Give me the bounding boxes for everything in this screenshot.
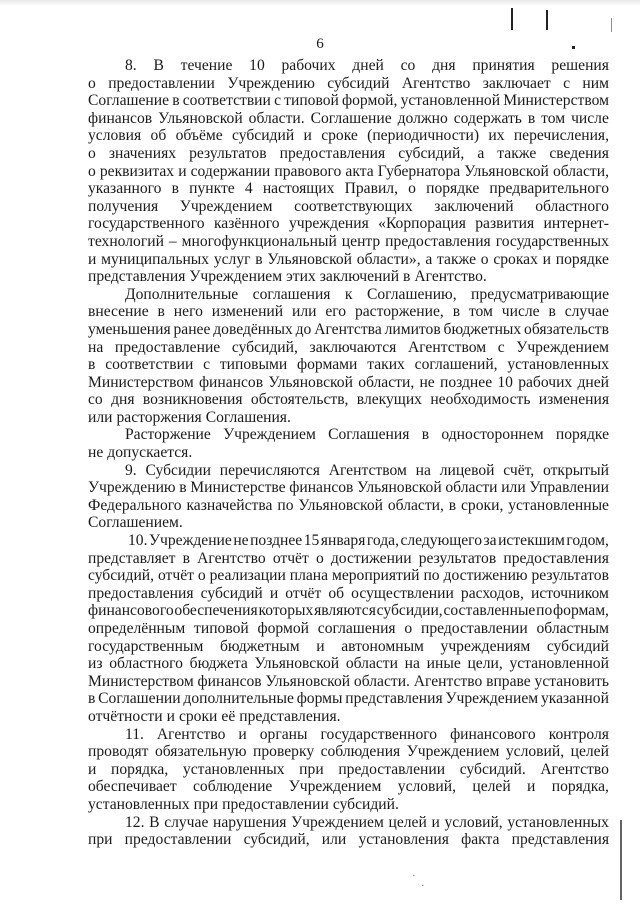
scan-mark [511, 8, 513, 30]
scan-speck: · [421, 880, 425, 892]
text-line: указанного в пункте 4 настоящих Правил, о порядке предварительного [88, 180, 609, 198]
text-line: представления Учреждением этих заключений в Агентство. [88, 268, 487, 286]
text-line: Министерством финансов Ульяновской области, не позднее 10 рабочих дней [88, 373, 609, 391]
text-line: условия об объёме субсидий и сроке (периодичности) их перечисления, [88, 127, 609, 145]
text-line: внесение в него изменений или его расторжение, в том числе в случае [88, 303, 609, 321]
text-line: и муниципальных услуг в Ульяновской области», а также о сроках и порядке [88, 250, 609, 268]
document-body [88, 57, 609, 849]
paragraph [88, 814, 609, 849]
text-line: на предоставление субсидий, заключаются Агентством с Учреждением [88, 338, 609, 356]
text-line: представляет в Агентство отчёт о достижении результатов предоставления [88, 549, 609, 567]
text-line: обеспечивает соблюдение Учреждением условий, целей и порядка, [88, 778, 609, 796]
text-line: о реквизитах и содержании правового акта Губернатора Ульяновской области, [88, 162, 609, 180]
text-line: 10. Учреждение не позднее 15 января года, следующего за истекшим годом, [128, 532, 609, 550]
text-line: установленных при предоставлении субсидий. [88, 795, 399, 813]
text-line: 9. Субсидии перечисляются Агентством на лицевой счёт, открытый [125, 461, 609, 479]
scan-speck: · [412, 870, 416, 882]
paragraph [88, 286, 609, 427]
text-line: в Соглашении дополнительные формы представления Учреждением указанной [88, 690, 609, 708]
text-line: 8. В течение 10 рабочих дней со дня принятия решения [125, 57, 609, 74]
text-line: 12. В случае нарушения Учреждением целей и условий, установленных [125, 813, 609, 831]
text-line: финансового обеспечения которых являются субсидии, составленные по формам, [88, 602, 609, 620]
text-line: Дополнительные соглашения к Соглашению, предусматривающие [125, 285, 609, 303]
scan-mark [620, 820, 622, 900]
text-line: проводят обязательную проверку соблюдения Учреждением условий, целей [88, 743, 609, 761]
paragraph [88, 426, 609, 461]
text-line: о значениях результатов предоставления субсидий, а также сведения [88, 144, 609, 162]
text-line: отчётности и сроки её представления. [88, 707, 341, 725]
text-line: из областного бюджета Ульяновской области на иные цели, установленной [88, 655, 609, 673]
text-line: Соглашением. [88, 514, 183, 532]
text-line: субсидий, отчёт о реализации плана мероприятий по достижению результатов [88, 567, 609, 585]
text-line: и порядка, установленных при предоставлении субсидий. Агентство [88, 760, 609, 778]
text-line: государственным бюджетным и автономным учреждениям субсидий [88, 637, 609, 655]
text-line: Расторжение Учреждением Соглашения в одностороннем порядке [125, 426, 609, 444]
text-line: государственного казённого учреждения «Корпорация развития интернет- [88, 215, 609, 233]
paragraph [88, 462, 609, 532]
text-line: Министерством финансов Ульяновской области. Агентство вправе установить [88, 672, 609, 690]
text-line: о предоставлении Учреждению субсидий Агентство заключает с ним [88, 74, 609, 92]
text-line: в соответствии с типовыми формами таких соглашений, установленных [88, 356, 609, 374]
text-line: предоставления субсидий и отчёт об осуществлении расходов, источником [88, 584, 609, 602]
text-line: Учреждению в Министерстве финансов Ульяновской области или Управлении [88, 479, 609, 497]
text-line: технологий – многофункциональный центр предоставления государственных [88, 232, 609, 250]
page-number: 6 [316, 36, 324, 52]
text-line: 11. Агентство и органы государственного финансового контроля [125, 725, 609, 743]
text-line: определённым типовой формой соглашения о предоставлении областным [88, 620, 609, 637]
text-line: финансов Ульяновской области. Соглашение должно содержать в том числе [88, 109, 609, 127]
text-line: со дня возникновения обстоятельств, влекущих необходимость изменения [88, 391, 609, 409]
paragraph [88, 726, 609, 814]
text-line: уменьшения ранее доведённых до Агентства лимитов бюджетных обязательств [88, 320, 609, 338]
scan-mark [611, 18, 612, 32]
text-line: или расторжения Соглашения. [88, 408, 291, 426]
paragraph [88, 532, 609, 726]
text-line: Соглашение в соответствии с типовой формой, установленной Министерством [88, 92, 609, 110]
text-line: получения Учреждением соответствующих заключений областного [88, 197, 609, 215]
scan-edge [0, 0, 640, 6]
text-line: Федерального казначейства по Ульяновской области, в сроки, установленные [88, 496, 609, 514]
text-line: при предоставлении субсидий, или установления факта представления [88, 831, 609, 849]
text-line: не допускается. [88, 444, 193, 462]
scan-mark [546, 10, 548, 30]
paragraph [88, 57, 609, 286]
